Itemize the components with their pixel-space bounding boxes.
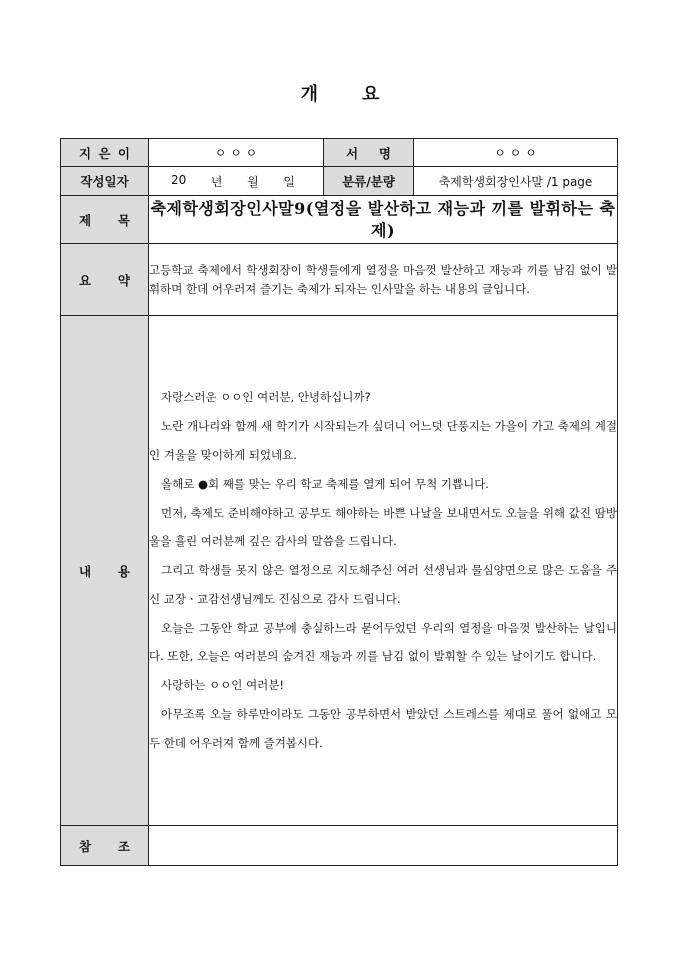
- date-year: 20: [171, 172, 187, 187]
- reference-row: [61, 826, 618, 866]
- page-title: [0, 80, 680, 106]
- page-title-second: 요: [362, 84, 380, 105]
- summary-value: 고등학교 축제에서 학생회장이 학생들에게 열정을 마음껏 발산하고 재능과 끼를 남김 없이 발휘하며 한데 어우러져 즐기는 축제가 되자는 인사말을 하는 내용의 글입니다.: [149, 244, 618, 316]
- summary-form-table: [60, 138, 618, 866]
- content-paragraph-7: 사랑하는 ㅇㅇ인 여러분!: [161, 678, 285, 693]
- category-value: 축제학생회장인사말 /1 page: [414, 167, 618, 196]
- content-paragraph-6: 오늘은 그동안 학교 공부에 충실하느라 묻어두었던 우리의 열정을 마음껏 발산하는 날입니다. 또한, 오늘은 여러분의 숨겨진 재능과 끼를 남김 없이 발휘할 수 있는 날이기도 합니다.: [149, 620, 617, 664]
- date-value: [149, 167, 324, 196]
- content-paragraph-2: 노란 개나리와 함께 새 학기가 시작되는가 싶더니 어느덧 단풍지는 가을이 가고 축제의 계절인 겨울을 맞이하게 되었네요.: [149, 419, 617, 462]
- date-month-unit: 월: [247, 174, 259, 189]
- content-paragraph-8: 아무조록 오늘 하루만이라도 그동안 공부하면서 받았던 스트레스를 제대로 풀어 없애고 모두 한데 어우러져 함께 즐겨봅시다.: [149, 707, 617, 750]
- date-label: 작성일자: [61, 167, 149, 196]
- author-row: [61, 139, 618, 167]
- author-label: 지 은 이: [61, 139, 149, 167]
- subject-value: 축제학생회장인사말9(열정을 발산하고 재능과 끼를 발휘하는 축제): [149, 196, 618, 244]
- subject-label: 제 목: [61, 196, 149, 244]
- content-paragraph-1: 자랑스러운 ㅇㅇ인 여러분, 안녕하십니까?: [161, 390, 371, 405]
- date-row: [61, 167, 618, 196]
- page-title-first: 개: [300, 84, 318, 105]
- reference-value: [149, 826, 618, 866]
- summary-label: 요 약: [61, 244, 149, 316]
- summary-row: [61, 244, 618, 316]
- reference-label: 참 조: [61, 826, 149, 866]
- content-paragraph-3: 올해로 ●회 째를 맞는 우리 학교 축제를 열게 되어 무척 기쁩니다.: [161, 476, 489, 491]
- content-row: [61, 316, 618, 826]
- content-paragraph-4: 먼저, 축제도 준비해야하고 공부도 해야하는 바쁜 나날을 보내면서도 오늘을 위해 값진 땀방울을 흘린 여러분께 깊은 감사의 말씀을 드립니다.: [149, 505, 617, 549]
- signature-value: ㅇ ㅇ ㅇ: [414, 139, 618, 167]
- date-day-unit: 일: [283, 174, 295, 189]
- date-year-unit: 년: [210, 174, 223, 189]
- author-value: ㅇ ㅇ ㅇ: [149, 139, 324, 167]
- signature-label: 서 명: [324, 139, 414, 167]
- subject-row: [61, 196, 618, 244]
- content-label: 내 용: [61, 316, 149, 826]
- content-paragraph-5: 그리고 학생들 못지 않은 열정으로 지도해주신 여러 선생님과 물심양면으로 많은 도움을 주신 교장ㆍ교감선생님께도 진심으로 감사 드립니다.: [149, 563, 617, 606]
- category-label: 분류/분량: [324, 167, 414, 196]
- content-body: [149, 316, 618, 826]
